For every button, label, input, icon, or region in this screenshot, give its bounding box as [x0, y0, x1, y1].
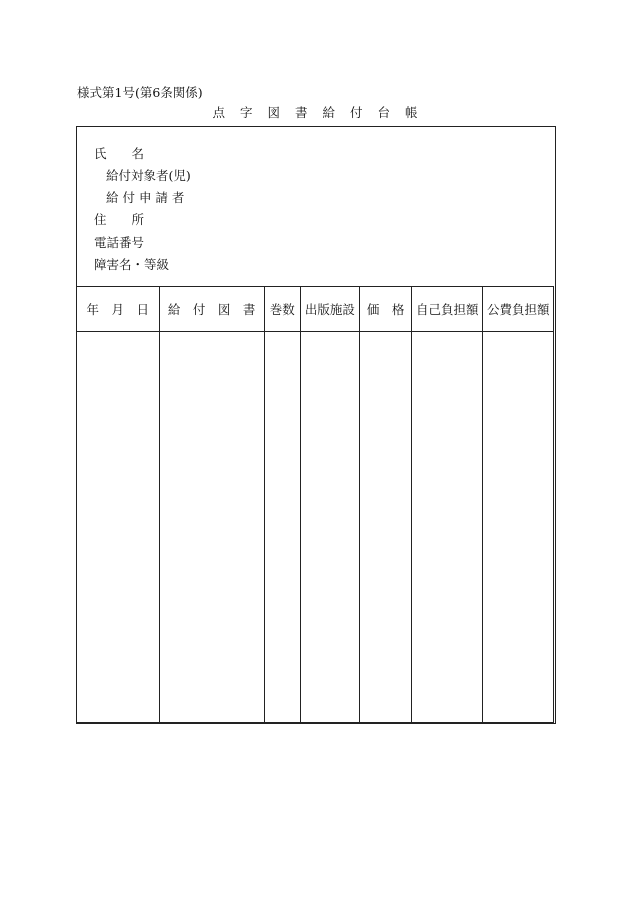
table-cell-date: [77, 332, 160, 723]
applicant-info-section: [77, 127, 555, 287]
ledger-frame: [76, 126, 556, 724]
column-header-price: 価 格: [360, 287, 412, 332]
disability-label: 障害名・等級: [94, 257, 170, 272]
name-label: 氏 名: [94, 146, 145, 161]
table-cell-book: [159, 332, 264, 723]
table-row: [77, 332, 554, 723]
table-cell-price: [360, 332, 412, 723]
table-cell-volumes: [264, 332, 300, 723]
table-cell-publisher: [300, 332, 360, 723]
column-header-publisher: 出版施設: [300, 287, 360, 332]
table-cell-self-pay: [411, 332, 482, 723]
table-header-row: [77, 287, 554, 332]
column-header-self-pay: 自己負担額: [411, 287, 482, 332]
column-header-public-pay: 公費負担額: [483, 287, 554, 332]
applicant-label: 給 付 申 請 者: [106, 190, 185, 205]
document-title: 点字図書給付台帳: [212, 105, 433, 120]
column-header-book: 給 付 図 書: [159, 287, 264, 332]
address-label: 住 所: [94, 212, 145, 227]
column-header-volumes: 巻数: [264, 287, 300, 332]
ledger-table: [76, 286, 554, 723]
recipient-label: 給付対象者(児): [106, 168, 191, 183]
table-cell-public-pay: [483, 332, 554, 723]
column-header-date: 年 月 日: [77, 287, 160, 332]
form-number: 様式第1号(第6条関係): [77, 85, 203, 100]
phone-label: 電話番号: [94, 235, 145, 250]
